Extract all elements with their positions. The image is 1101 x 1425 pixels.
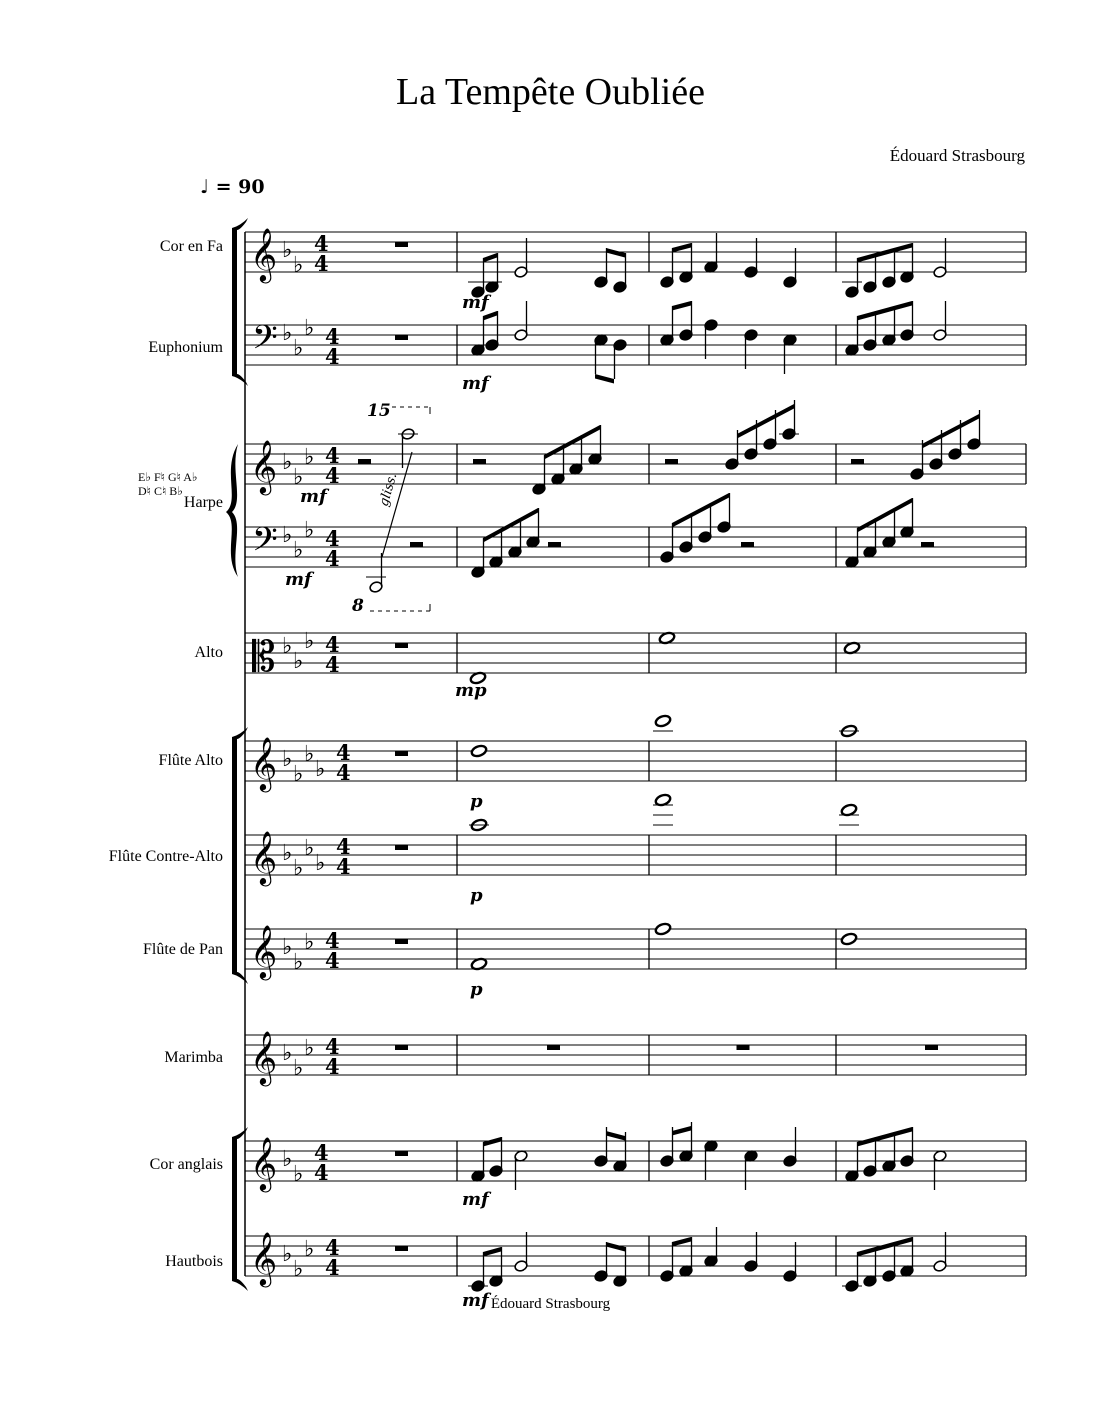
time-signature-bottom: 4 bbox=[325, 948, 340, 973]
whole-rest bbox=[395, 751, 408, 756]
dynamic-mf: mf bbox=[462, 1290, 489, 1311]
half-rest bbox=[473, 459, 486, 464]
note bbox=[594, 334, 608, 374]
flat-icon: ♭ bbox=[304, 518, 315, 543]
time-signature-bottom: 4 bbox=[325, 344, 340, 369]
beam bbox=[483, 1137, 501, 1147]
time-signature-top: 4 bbox=[325, 443, 340, 468]
flat-icon: ♭ bbox=[304, 836, 315, 861]
gliss-label: gliss. bbox=[376, 471, 401, 509]
note bbox=[514, 238, 528, 278]
note bbox=[783, 1127, 797, 1167]
flat-icon: ♭ bbox=[304, 930, 315, 955]
time-signature-top: 4 bbox=[325, 632, 340, 657]
flat-icon: ♭ bbox=[282, 321, 293, 346]
note bbox=[514, 1150, 528, 1190]
note bbox=[532, 455, 546, 495]
whole-rest bbox=[395, 335, 408, 340]
quarter-note-icon: ♩ bbox=[200, 176, 209, 198]
whole-rest bbox=[395, 1045, 408, 1050]
flat-icon: ♭ bbox=[282, 747, 293, 772]
time-signature-bottom: 4 bbox=[325, 652, 340, 677]
bracket-brass-top bbox=[232, 218, 248, 230]
dynamic-mf: mf bbox=[300, 486, 327, 507]
note bbox=[594, 1242, 608, 1282]
half-rest bbox=[741, 542, 754, 547]
flat-icon: ♭ bbox=[282, 935, 293, 960]
note bbox=[471, 538, 485, 578]
time-signature-top: 4 bbox=[325, 324, 340, 349]
bracket-flutes bbox=[232, 737, 237, 974]
flat-icon: ♭ bbox=[282, 1242, 293, 1267]
bass-clef-icon: 𝄢 bbox=[252, 521, 278, 567]
instrument-name-alto: Alto bbox=[194, 644, 223, 661]
time-signature-bottom: 4 bbox=[325, 1255, 340, 1280]
harp-brace bbox=[226, 444, 238, 577]
beam bbox=[672, 493, 729, 528]
beam bbox=[857, 1237, 912, 1257]
time-signature-bottom: 4 bbox=[325, 546, 340, 571]
dynamic-mp: mp bbox=[455, 680, 487, 701]
flat-icon: ♭ bbox=[293, 253, 304, 278]
treble-clef-icon: 𝄞 bbox=[250, 1136, 278, 1190]
note bbox=[613, 1247, 627, 1287]
note bbox=[613, 253, 627, 293]
beam bbox=[672, 1126, 691, 1136]
flat-icon: ♭ bbox=[304, 1237, 315, 1262]
time-signature-bottom: 4 bbox=[325, 1054, 340, 1079]
flat-icon: ♭ bbox=[304, 629, 315, 654]
ottava-15: 15 bbox=[367, 401, 391, 421]
dynamic-mf: mf bbox=[462, 373, 489, 394]
whole-rest bbox=[925, 1045, 938, 1050]
time-signature-bottom: 4 bbox=[336, 760, 351, 785]
note bbox=[470, 744, 487, 758]
dynamic-mf: mf bbox=[462, 1189, 489, 1210]
beam bbox=[857, 301, 912, 321]
alto-clef-icon: 𝄡 bbox=[252, 632, 276, 681]
tempo-value: = 90 bbox=[215, 176, 265, 198]
flat-icon: ♭ bbox=[293, 856, 304, 881]
whole-rest bbox=[395, 1246, 408, 1251]
notehead bbox=[654, 714, 671, 728]
note bbox=[845, 258, 859, 298]
note bbox=[369, 553, 383, 593]
note bbox=[845, 316, 859, 356]
flat-icon: ♭ bbox=[293, 762, 304, 787]
whole-rest bbox=[395, 1151, 408, 1156]
flat-icon: ♭ bbox=[282, 523, 293, 548]
flat-icon: ♭ bbox=[293, 336, 304, 361]
dynamic-mf: mf bbox=[285, 569, 312, 590]
flat-icon: ♭ bbox=[282, 1041, 293, 1066]
note bbox=[840, 932, 857, 946]
note bbox=[933, 1150, 947, 1190]
flat-icon: ♭ bbox=[282, 1147, 293, 1172]
time-signature-bottom: 4 bbox=[325, 463, 340, 488]
bracket-brass bbox=[232, 228, 237, 376]
note bbox=[744, 329, 758, 369]
dynamic-p: p bbox=[470, 979, 483, 1000]
flat-icon: ♭ bbox=[315, 851, 326, 876]
note bbox=[783, 1242, 797, 1282]
time-signature-top: 4 bbox=[325, 1034, 340, 1059]
beam bbox=[672, 301, 691, 311]
flat-icon: ♭ bbox=[293, 649, 304, 674]
flat-icon: ♭ bbox=[293, 1257, 304, 1282]
flat-icon: ♭ bbox=[304, 742, 315, 767]
flat-icon: ♭ bbox=[282, 841, 293, 866]
instrument-name-euphonium: Euphonium bbox=[148, 339, 223, 356]
flat-icon: ♭ bbox=[315, 757, 326, 782]
half-rest bbox=[921, 542, 934, 547]
piece-title: La Tempête Oubliée bbox=[396, 71, 705, 113]
treble-clef-icon: 𝄞 bbox=[250, 227, 278, 281]
treble-clef-icon: 𝄞 bbox=[250, 830, 278, 884]
note bbox=[744, 238, 758, 278]
beam bbox=[672, 1237, 691, 1247]
beam bbox=[483, 1247, 501, 1257]
beam bbox=[606, 1131, 625, 1141]
instrument-name-flute-contre-alto: Flûte Contre-Alto bbox=[108, 848, 223, 865]
treble-clef-icon: 𝄞 bbox=[250, 1231, 278, 1285]
beam bbox=[606, 248, 625, 258]
notehead bbox=[840, 932, 857, 946]
time-signature-bottom: 4 bbox=[314, 251, 329, 276]
harp-pedal-line1: E♭ F♮ G♮ A♭ bbox=[138, 470, 198, 484]
flat-icon: ♭ bbox=[282, 634, 293, 659]
note bbox=[471, 1142, 485, 1182]
composer-name: Édouard Strasbourg bbox=[889, 146, 1025, 165]
note bbox=[744, 1232, 758, 1272]
time-signature-bottom: 4 bbox=[336, 854, 351, 879]
beam bbox=[595, 374, 614, 384]
note bbox=[654, 922, 671, 936]
flat-icon: ♭ bbox=[293, 1162, 304, 1187]
bass-clef-icon: 𝄢 bbox=[252, 319, 278, 365]
note bbox=[660, 306, 674, 346]
instrument-name-harpe: Harpe bbox=[183, 494, 223, 511]
flat-icon: ♭ bbox=[304, 316, 315, 341]
flat-icon: ♭ bbox=[293, 465, 304, 490]
treble-clef-icon: 𝄞 bbox=[250, 439, 278, 493]
note bbox=[660, 1242, 674, 1282]
instrument-name-cor-anglais: Cor anglais bbox=[149, 1156, 223, 1173]
instrument-name-marimba: Marimba bbox=[164, 1049, 223, 1066]
time-signature-top: 4 bbox=[325, 1235, 340, 1260]
bracket-reeds-bottom bbox=[232, 1279, 248, 1291]
whole-rest bbox=[395, 643, 408, 648]
note bbox=[594, 248, 608, 288]
treble-clef-icon: 𝄞 bbox=[250, 924, 278, 978]
time-signature-top: 4 bbox=[325, 526, 340, 551]
note bbox=[514, 1232, 528, 1272]
footer-credit: Édouard Strasbourg bbox=[490, 1296, 611, 1312]
flat-icon: ♭ bbox=[293, 1056, 304, 1081]
note bbox=[471, 316, 485, 356]
treble-clef-icon: 𝄞 bbox=[250, 736, 278, 790]
note bbox=[967, 410, 981, 450]
note bbox=[845, 528, 859, 568]
whole-rest bbox=[395, 845, 408, 850]
flat-icon: ♭ bbox=[282, 450, 293, 475]
treble-clef-icon: 𝄞 bbox=[250, 1030, 278, 1084]
half-rest bbox=[665, 459, 678, 464]
time-signature-bottom: 4 bbox=[314, 1160, 329, 1185]
whole-rest bbox=[737, 1045, 750, 1050]
note bbox=[933, 238, 947, 278]
note bbox=[704, 319, 718, 359]
time-signature-top: 4 bbox=[336, 834, 351, 859]
harp-pedal-line2: D♮ C♮ B♭ bbox=[138, 484, 183, 498]
flat-icon: ♭ bbox=[293, 950, 304, 975]
note bbox=[845, 1142, 859, 1182]
instrument-name-hautbois: Hautbois bbox=[165, 1253, 223, 1270]
notehead bbox=[470, 744, 487, 758]
dynamic-p: p bbox=[470, 885, 483, 906]
beam bbox=[483, 253, 497, 263]
half-rest bbox=[410, 542, 423, 547]
flat-icon: ♭ bbox=[282, 238, 293, 263]
note bbox=[704, 1140, 718, 1180]
half-rest bbox=[358, 459, 371, 464]
ottava-8: 8 bbox=[352, 596, 364, 616]
note bbox=[783, 334, 797, 374]
time-signature-top: 4 bbox=[314, 1140, 329, 1165]
dynamic-p: p bbox=[470, 791, 483, 812]
dynamic-mf: mf bbox=[462, 292, 489, 313]
whole-rest bbox=[395, 939, 408, 944]
beam bbox=[857, 243, 912, 263]
note bbox=[613, 339, 627, 379]
flat-icon: ♭ bbox=[293, 538, 304, 563]
instrument-name-flute-de-pan: Flûte de Pan bbox=[143, 941, 223, 958]
notehead bbox=[654, 922, 671, 936]
whole-rest bbox=[547, 1045, 560, 1050]
beam bbox=[672, 243, 691, 253]
note bbox=[660, 523, 674, 563]
note bbox=[704, 1227, 718, 1267]
note bbox=[744, 1150, 758, 1190]
flat-icon: ♭ bbox=[304, 1036, 315, 1061]
note bbox=[933, 301, 947, 341]
whole-rest bbox=[395, 242, 408, 247]
half-rest bbox=[851, 459, 864, 464]
note bbox=[704, 233, 718, 273]
instrument-name-cor-en-fa: Cor en Fa bbox=[159, 238, 223, 255]
flat-icon: ♭ bbox=[304, 445, 315, 470]
note bbox=[514, 301, 528, 341]
half-rest bbox=[548, 542, 561, 547]
time-signature-top: 4 bbox=[314, 231, 329, 256]
note bbox=[783, 248, 797, 288]
instrument-name-flute-alto: Flûte Alto bbox=[158, 752, 223, 769]
beam bbox=[606, 1242, 625, 1252]
time-signature-top: 4 bbox=[325, 928, 340, 953]
time-signature-top: 4 bbox=[336, 740, 351, 765]
bracket-reeds bbox=[232, 1137, 237, 1281]
note bbox=[654, 714, 671, 728]
note bbox=[933, 1232, 947, 1272]
note bbox=[660, 248, 674, 288]
beam bbox=[857, 1127, 912, 1147]
